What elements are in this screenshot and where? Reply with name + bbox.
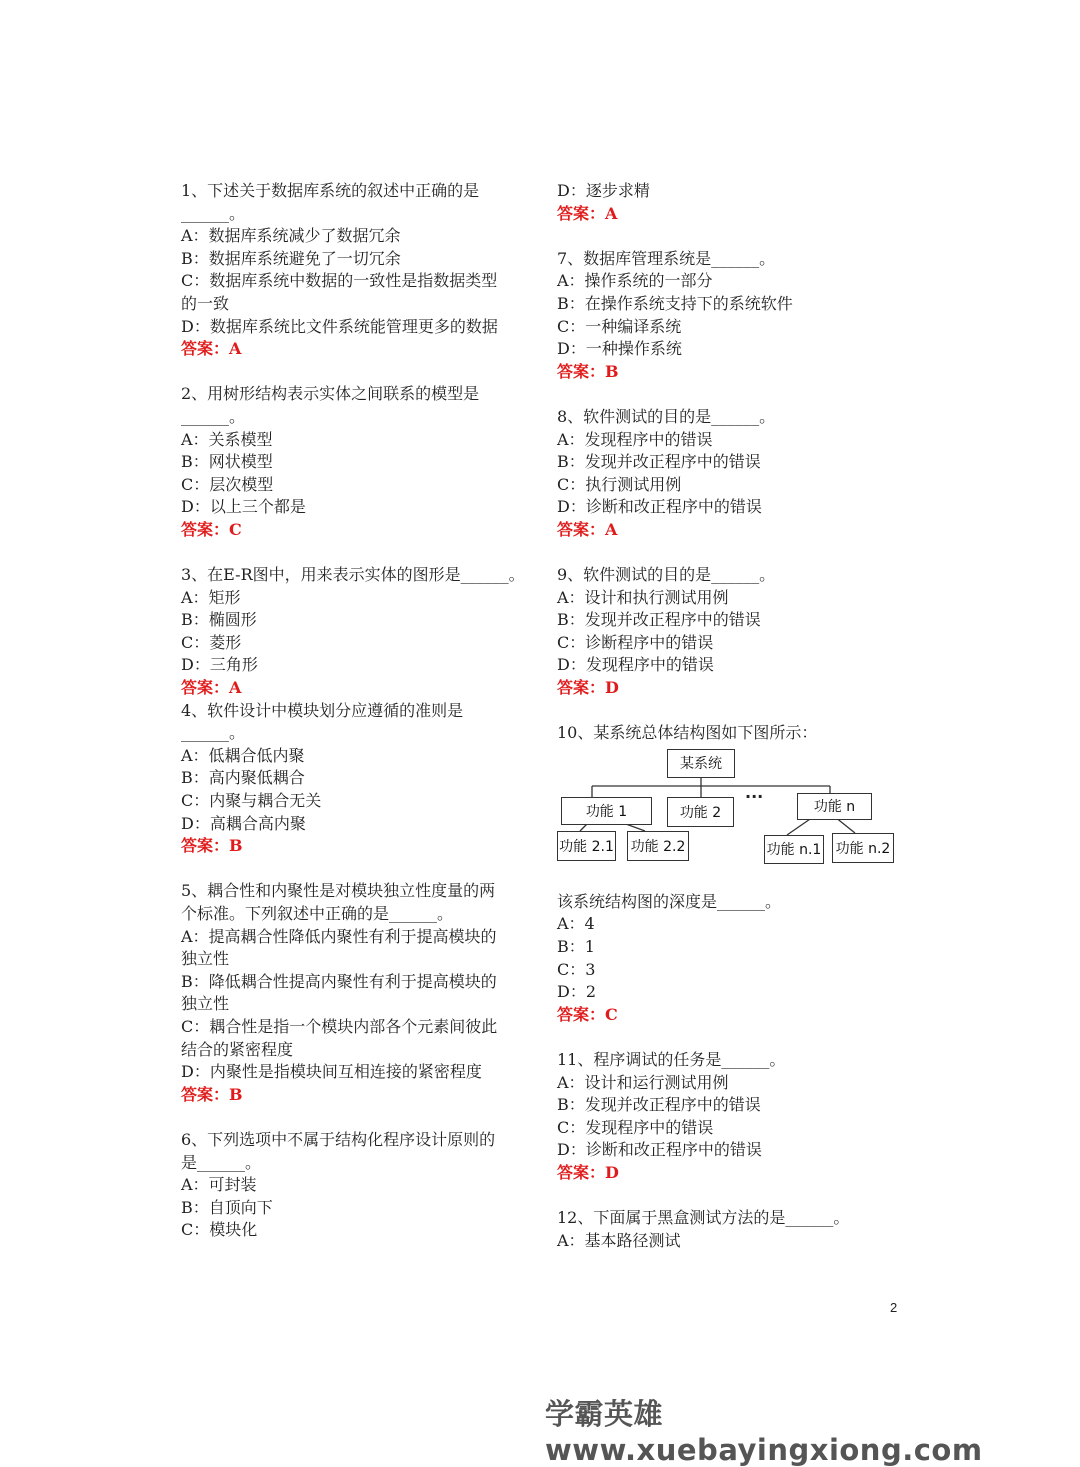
answer: 答案：A xyxy=(181,678,242,698)
question-9 xyxy=(557,564,907,700)
option-b: B：降低耦合性提高内聚性有利于提高模块的 xyxy=(181,971,497,991)
question-stem: 11、程序调试的任务是______。 xyxy=(557,1050,786,1069)
question-stem: 12、下面属于黑盒测试方法的是______。 xyxy=(557,1208,850,1228)
question-stem: 该系统结构图的深度是______。 xyxy=(557,891,782,911)
answer: 答案：B xyxy=(181,1084,243,1104)
option-b: B：发现并改正程序中的错误 xyxy=(557,610,761,630)
question-5 xyxy=(181,880,531,1106)
option-c: C：执行测试用例 xyxy=(557,474,682,494)
option-a: A：发现程序中的错误 xyxy=(557,429,713,449)
option-d: D：数据库系统比文件系统能管理更多的数据 xyxy=(181,316,498,336)
question-stem: 4、软件设计中模块划分应遵循的准则是 xyxy=(181,700,464,720)
question-stem: ______。 xyxy=(181,203,246,223)
question-8 xyxy=(557,406,907,542)
option-a: A：数据库系统减少了数据冗余 xyxy=(181,226,401,246)
diagram-node-root: 某系统 xyxy=(667,749,735,778)
option-c: C：耦合性是指一个模块内部各个元素间彼此 xyxy=(181,1016,498,1036)
diagram-node-level2: 功能 n.2 xyxy=(832,833,894,863)
option-a: A：可封装 xyxy=(181,1175,257,1195)
option-d: D：2 xyxy=(557,982,597,1002)
question-stem: 6、下列选项中不属于结构化程序设计原则的 xyxy=(181,1129,496,1149)
option-b: B：数据库系统避免了一切冗余 xyxy=(181,248,401,268)
page-number: 2 xyxy=(890,1300,898,1315)
option-d: D：内聚性是指模块间互相连接的紧密程度 xyxy=(181,1062,482,1082)
answer: 答案：D xyxy=(557,678,619,698)
question-12 xyxy=(557,1207,907,1252)
option-b: B：网状模型 xyxy=(181,452,273,472)
question-6-continued xyxy=(557,180,907,225)
answer: 答案：A xyxy=(557,519,618,539)
question-stem: ______。 xyxy=(181,406,246,426)
question-10 xyxy=(557,722,907,1026)
option-c: C：一种编译系统 xyxy=(557,316,682,336)
diagram-node-level1: 功能 n xyxy=(797,793,872,820)
option-b: B：发现并改正程序中的错误 xyxy=(557,452,761,472)
option-d: D：发现程序中的错误 xyxy=(557,655,714,675)
option-d: D：以上三个都是 xyxy=(181,497,306,517)
answer: 答案：B xyxy=(181,836,243,856)
question-4 xyxy=(181,700,531,858)
option-a: A：矩形 xyxy=(181,587,241,607)
option-c: 结合的紧密程度 xyxy=(181,1039,294,1059)
question-stem: 个标准。下列叙述中正确的是______。 xyxy=(181,904,454,923)
option-b: B：发现并改正程序中的错误 xyxy=(557,1095,761,1115)
question-stem: 3、在E-R图中，用来表示实体的图形是______。 xyxy=(181,565,525,585)
question-2 xyxy=(181,383,531,541)
question-stem: 8、软件测试的目的是______。 xyxy=(557,406,776,426)
option-a: A：设计和运行测试用例 xyxy=(557,1072,729,1092)
diagram-node-level1: 功能 2 xyxy=(667,797,734,827)
diagram-node-level2: 功能 2.1 xyxy=(557,831,616,861)
question-11 xyxy=(557,1049,907,1185)
option-a: A：提高耦合性降低内聚性有利于提高模块的 xyxy=(181,926,497,946)
option-c: C：诊断程序中的错误 xyxy=(557,632,714,652)
option-d: D：诊断和改正程序中的错误 xyxy=(557,1140,762,1160)
option-a: A：4 xyxy=(557,914,595,934)
option-c: C：层次模型 xyxy=(181,474,274,494)
question-stem: 2、用树形结构表示实体之间联系的模型是 xyxy=(181,384,480,404)
question-stem: 10、某系统总体结构图如下图所示： xyxy=(557,723,818,743)
option-a: A：基本路径测试 xyxy=(557,1230,681,1250)
option-b: B：在操作系统支持下的系统软件 xyxy=(557,293,793,313)
diagram-node-level2: 功能 n.1 xyxy=(764,835,824,864)
answer: 答案：C xyxy=(557,1004,618,1024)
option-d: D：逐步求精 xyxy=(557,181,650,200)
left-column xyxy=(181,180,531,1242)
option-a: A：设计和执行测试用例 xyxy=(557,587,729,607)
question-stem: 9、软件测试的目的是______。 xyxy=(557,565,776,585)
option-c: C：发现程序中的错误 xyxy=(557,1117,714,1137)
answer: 答案：D xyxy=(557,1162,619,1182)
option-c: C：菱形 xyxy=(181,632,242,652)
option-c: C：模块化 xyxy=(181,1220,258,1240)
question-stem: 1、下述关于数据库系统的叙述中正确的是 xyxy=(181,181,480,200)
option-b: B：高内聚低耦合 xyxy=(181,768,305,788)
option-c: C：数据库系统中数据的一致性是指数据类型 xyxy=(181,271,498,291)
answer: 答案：C xyxy=(181,519,242,539)
option-b: 独立性 xyxy=(181,994,230,1014)
question-stem: ______。 xyxy=(181,723,246,743)
option-c: C：3 xyxy=(557,959,596,979)
answer: 答案：B xyxy=(557,361,619,381)
option-b: B：1 xyxy=(557,937,595,957)
answer: 答案：A xyxy=(557,203,618,223)
question-3 xyxy=(181,564,531,700)
option-b: B：自顶向下 xyxy=(181,1197,273,1217)
question-1 xyxy=(181,180,531,361)
question-stem: 7、数据库管理系统是______。 xyxy=(557,248,776,268)
diagram-node-level1: 功能 1 xyxy=(561,797,652,825)
structure-diagram xyxy=(555,749,900,889)
diagram-node-level2: 功能 2.2 xyxy=(627,831,689,861)
question-6 xyxy=(181,1129,531,1242)
option-a: 独立性 xyxy=(181,949,230,969)
question-stem: 是______。 xyxy=(181,1152,262,1172)
right-column xyxy=(557,180,907,1252)
option-a: A：关系模型 xyxy=(181,429,273,449)
question-7 xyxy=(557,248,907,384)
option-a: A：低耦合低内聚 xyxy=(181,745,305,765)
answer: 答案：A xyxy=(181,339,242,359)
question-stem: 5、耦合性和内聚性是对模块独立性度量的两 xyxy=(181,881,496,901)
site-watermark: 学霸英雄 www.xuebayingxiong.com xyxy=(545,1397,983,1467)
option-a: A：操作系统的一部分 xyxy=(557,271,713,291)
diagram-ellipsis: ··· xyxy=(745,786,764,806)
option-d: D：诊断和改正程序中的错误 xyxy=(557,497,762,517)
option-c: C：内聚与耦合无关 xyxy=(181,791,322,811)
option-c: 的一致 xyxy=(181,293,230,313)
option-d: D：一种操作系统 xyxy=(557,339,682,359)
option-d: D：高耦合高内聚 xyxy=(181,813,306,833)
option-b: B：椭圆形 xyxy=(181,610,257,630)
option-d: D：三角形 xyxy=(181,655,258,675)
